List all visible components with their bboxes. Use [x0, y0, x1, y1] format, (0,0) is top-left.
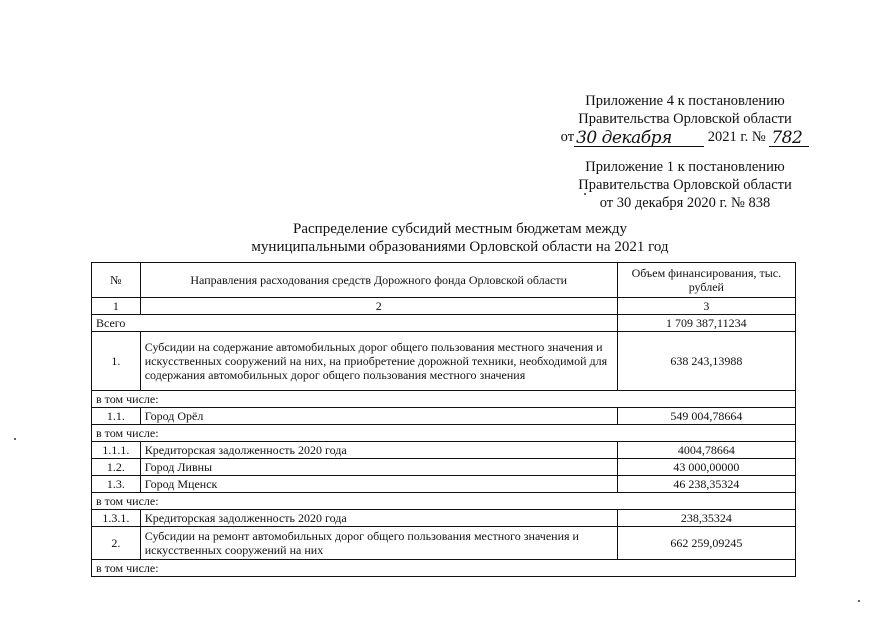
table-row	[92, 332, 796, 391]
row-number: 1.1.	[92, 408, 141, 425]
row-number: 1.1.1.	[92, 442, 141, 459]
column-number-3: 3	[617, 298, 795, 315]
subsidy-table	[91, 262, 796, 577]
row-amount: 238,35324	[617, 510, 795, 527]
row-direction: Субсидии на содержание автомобильных дорог общего пользования местного значения и искусственных сооружений на них, на приобретение дорожной техники, необходимой для содержания автомобильных дорог общего пользования местного значения	[140, 332, 617, 391]
appendix-4-line2: Правительства Орловской области	[578, 111, 792, 127]
table-row	[92, 510, 796, 527]
total-label: Всего	[92, 315, 618, 332]
title-line2: муниципальными образованиями Орловской области на 2021 год	[251, 239, 669, 255]
total-value: 1 709 387,11234	[617, 315, 795, 332]
appendix-1-line1: Приложение 1 к постановлению	[585, 159, 785, 175]
row-number: 2.	[92, 527, 141, 560]
scan-speck	[584, 193, 586, 195]
subtotal-label-row	[92, 391, 796, 408]
subsidy-table-body	[92, 263, 796, 577]
row-amount: 662 259,09245	[617, 527, 795, 560]
row-number: 1.2.	[92, 459, 141, 476]
row-amount: 549 004,78664	[617, 408, 795, 425]
row-amount: 638 243,13988	[617, 332, 795, 391]
header-amount: Объем финансирования, тыс. рублей	[617, 263, 795, 298]
header-number: №	[92, 263, 141, 298]
appendix-4-header	[560, 92, 810, 147]
table-header-row	[92, 263, 796, 298]
column-number-1: 1	[92, 298, 141, 315]
row-amount: 43 000,00000	[617, 459, 795, 476]
handwritten-date-field	[574, 128, 704, 147]
total-row	[92, 315, 796, 332]
scan-speck	[858, 600, 860, 602]
subtotal-label: в том числе:	[92, 493, 796, 510]
appendix-4-line1: Приложение 4 к постановлению	[585, 93, 785, 109]
subtotal-label-row	[92, 493, 796, 510]
subtotal-label-row	[92, 560, 796, 577]
table-row	[92, 459, 796, 476]
header-direction: Направления расходования средств Дорожного фонда Орловской области	[140, 263, 617, 298]
table-row	[92, 476, 796, 493]
row-direction: Кредиторская задолженность 2020 года	[140, 510, 617, 527]
handwritten-number-field	[769, 128, 809, 147]
row-number: 1.3.1.	[92, 510, 141, 527]
date-suffix: 2021 г. №	[707, 129, 766, 145]
row-direction: Субсидии на ремонт автомобильных дорог общего пользования местного значения и искусственных сооружений на них	[140, 527, 617, 560]
handwritten-date: 30 декабря	[576, 128, 672, 148]
column-number-2: 2	[140, 298, 617, 315]
subtotal-label: в том числе:	[92, 425, 796, 442]
appendix-1-line2: Правительства Орловской области	[578, 177, 792, 193]
row-number: 1.3.	[92, 476, 141, 493]
row-amount: 46 238,35324	[617, 476, 795, 493]
appendix-4-date-line	[560, 128, 810, 147]
table-row	[92, 442, 796, 459]
table-row	[92, 408, 796, 425]
row-direction: Город Орёл	[140, 408, 617, 425]
row-number: 1.	[92, 332, 141, 391]
subtotal-label: в том числе:	[92, 560, 796, 577]
subtotal-label: в том числе:	[92, 391, 796, 408]
document-title	[150, 220, 770, 256]
row-direction: Город Мценск	[140, 476, 617, 493]
row-direction: Город Ливны	[140, 459, 617, 476]
row-direction: Кредиторская задолженность 2020 года	[140, 442, 617, 459]
scan-speck	[14, 438, 16, 440]
row-amount: 4004,78664	[617, 442, 795, 459]
appendix-1-header	[560, 158, 810, 212]
title-line1: Распределение субсидий местным бюджетам между	[293, 221, 627, 237]
table-row	[92, 527, 796, 560]
handwritten-number: 782	[771, 128, 803, 148]
subtotal-label-row	[92, 425, 796, 442]
date-prefix: от	[560, 129, 575, 145]
column-number-row	[92, 298, 796, 315]
appendix-1-line3: от 30 декабря 2020 г. № 838	[599, 195, 771, 211]
